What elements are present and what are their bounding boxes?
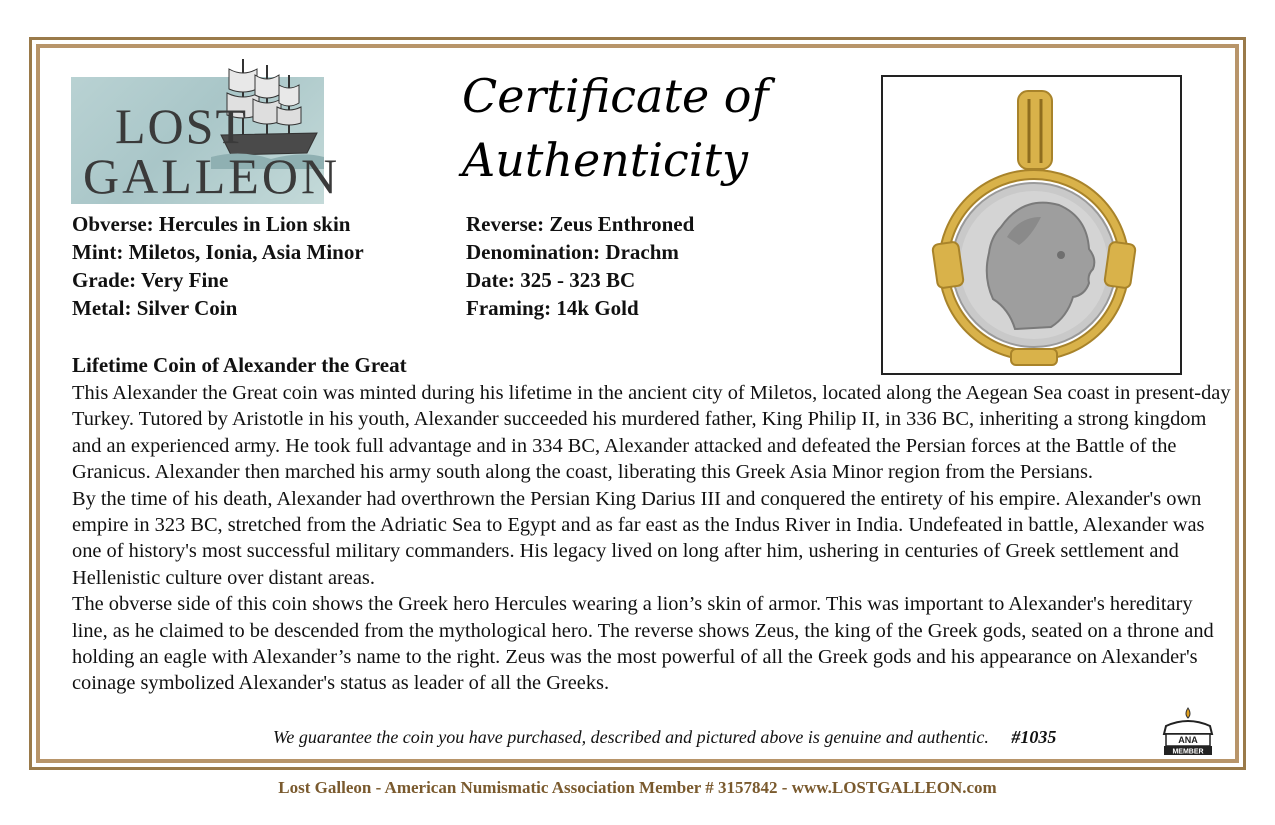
coin-photo-frame <box>881 75 1182 375</box>
spec-grade: Grade: Very Fine <box>72 268 229 292</box>
spec-reverse: Reverse: Zeus Enthroned <box>466 212 695 236</box>
title-line-1: Certificate of <box>462 69 769 123</box>
footer-text: Lost Galleon - American Numismatic Association Member # 3157842 - www.LOSTGALLEON.com <box>278 778 997 797</box>
logo-text-lost: LOST <box>115 98 248 154</box>
ana-member-badge-icon <box>1152 706 1224 756</box>
spec-mint: Mint: Miletos, Ionia, Asia Minor <box>72 240 364 264</box>
spec-date: Date: 325 - 323 BC <box>466 268 636 292</box>
title-line-2: Authenticity <box>462 133 748 187</box>
spec-metal: Metal: Silver Coin <box>72 296 238 320</box>
spec-obverse: Obverse: Hercules in Lion skin <box>72 212 351 236</box>
spec-framing: Framing: 14k Gold <box>466 296 639 320</box>
certificate-title <box>450 64 770 192</box>
description-text <box>72 380 1232 697</box>
paragraph-3: The obverse side of this coin shows the Greek hero Hercules wearing a lion’s skin of armor. This was important to Alexander's hereditary line, as he claimed to be descended from the mythological hero. The reverse shows Zeus, the king of the Greek gods, seated on a throne and holding an eagle with Alexander’s name to the right. Zeus was the most powerful of all the Greek gods and his appearance on Alexander's coinage symbolized Alexander's status as leader of all the Greeks. <box>72 593 1214 695</box>
guarantee-text: We guarantee the coin you have purchased, described and pictured above is genuine and authentic. <box>273 727 989 747</box>
paragraph-1: This Alexander the Great coin was minted during his lifetime in the ancient city of Miletos, located along the Aegean Sea coast in present-day Turkey. Tutored by Aristotle in his youth, Alexander succeeded his murdered father, King Philip II, in 336 BC, inheriting a strong kingdom and an experienced army. He took full advantage and in 334 BC, Alexander attacked and defeated the Persian forces at the Battle of the Granicus. Alexander then marched his army south along the coast, liberating this Greek Asia Minor region from the Persians. <box>72 382 1231 484</box>
lost-galleon-logo <box>71 77 341 204</box>
item-number: #1035 <box>1011 727 1057 747</box>
guarantee-statement <box>273 727 1056 748</box>
ana-abbr: ANA <box>1178 735 1198 745</box>
spec-denomination: Denomination: Drachm <box>466 240 679 264</box>
section-heading: Lifetime Coin of Alexander the Great <box>72 353 407 377</box>
paragraph-2: By the time of his death, Alexander had overthrown the Persian King Darius III and conquered the entirety of his empire. Alexander's own empire in 323 BC, stretched from the Adriatic Sea to Egypt and as far east as the Indus River in India. Undefeated in battle, Alexander was one of history's most successful military commanders. His legacy lived on long after him, ushering in centuries of Greek settlement and Hellenistic culture over distant areas. <box>72 487 1205 589</box>
specs-right-column <box>466 210 694 322</box>
ana-member: MEMBER <box>1172 748 1204 756</box>
logo-text-galleon: GALLEON <box>83 148 341 204</box>
specs-left-column <box>72 210 364 322</box>
coin-pendant-image <box>883 77 1180 373</box>
